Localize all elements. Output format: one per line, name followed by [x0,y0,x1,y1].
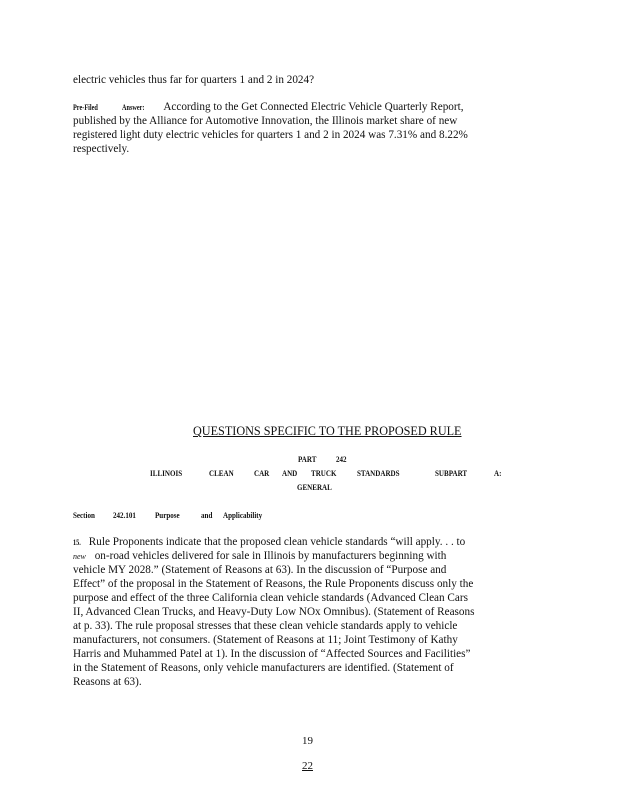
section-and: and [201,510,213,520]
section-title: QUESTIONS SPECIFIC TO THE PROPOSED RULE [193,424,462,438]
q15-text-2: on-road vehicles delivered for sale in Illinois by manufacturers beginning with [94,550,447,562]
header-word-truck: TRUCK [311,468,337,478]
header-word-general: GENERAL [297,482,332,492]
q15-number: 15. [73,538,81,547]
header-word-illinois: ILLINOIS [150,468,183,478]
document-page-number: 22 [302,760,313,772]
q15-text-1: Rule Proponents indicate that the proposed clean vehicle standards “will apply. . . to [88,536,466,548]
q15-line-8: manufacturers, not consumers. (Statement of Reasons at 11; Joint Testimony of Kathy [73,634,458,646]
part-number: 242 [336,454,347,464]
answer-line-3: registered light duty electric vehicles for quarters 1 and 2 in 2024 was 7.31% and 8.22% [73,129,468,141]
header-word-car: CAR [254,468,270,478]
header-word-standards: STANDARDS [357,468,400,478]
section-purpose: Purpose [155,510,180,520]
section-label: Section [73,510,95,520]
answer-label: Answer: [121,103,145,112]
part-label: PART [298,454,317,464]
q15-line-11: Reasons at 63). [73,676,142,688]
prefiled-label: Pre-Filed [73,103,98,112]
q15-line-9: Harris and Muhammed Patel at 1). In the discussion of “Affected Sources and Facilities” [73,648,471,660]
answer-line-1 [73,101,464,113]
answer-text-1: According to the Get Connected Electric Vehicle Quarterly Report, [163,101,464,113]
q15-line-10: in the Statement of Reasons, only vehicle manufacturers are identified. (Statement of [73,662,454,674]
q15-line-2 [73,550,446,562]
section-applicability: Applicability [223,510,263,520]
q15-line-3: vehicle MY 2028.” (Statement of Reasons at 63). In the discussion of “Purpose and [73,564,447,576]
q15-new-word: new [73,552,86,561]
answer-line-4: respectively. [73,143,130,155]
question-tail: electric vehicles thus far for quarters 1 and 2 in 2024? [73,74,315,86]
page-number: 19 [302,735,313,747]
section-number: 242.101 [113,510,136,520]
q15-line-1 [73,536,465,548]
header-word-clean: CLEAN [209,468,234,478]
q15-line-4: Effect” of the proposal in the Statement of Reasons, the Rule Proponents discuss only the [73,578,474,590]
q15-line-7: at p. 33). The rule proposal stresses that these clean vehicle standards apply to vehicle [73,620,458,632]
header-word-subpart: SUBPART [435,468,468,478]
header-word-and: AND [282,468,298,478]
q15-line-5: purpose and effect of the three California clean vehicle standards (Advanced Clean Cars [73,592,468,604]
header-word-a: A: [494,468,502,478]
q15-line-6: II, Advanced Clean Trucks, and Heavy-Duty Low NOx Omnibus). (Statement of Reasons [73,606,475,618]
answer-line-2: published by the Alliance for Automotive Innovation, the Illinois market share of new [73,115,458,127]
